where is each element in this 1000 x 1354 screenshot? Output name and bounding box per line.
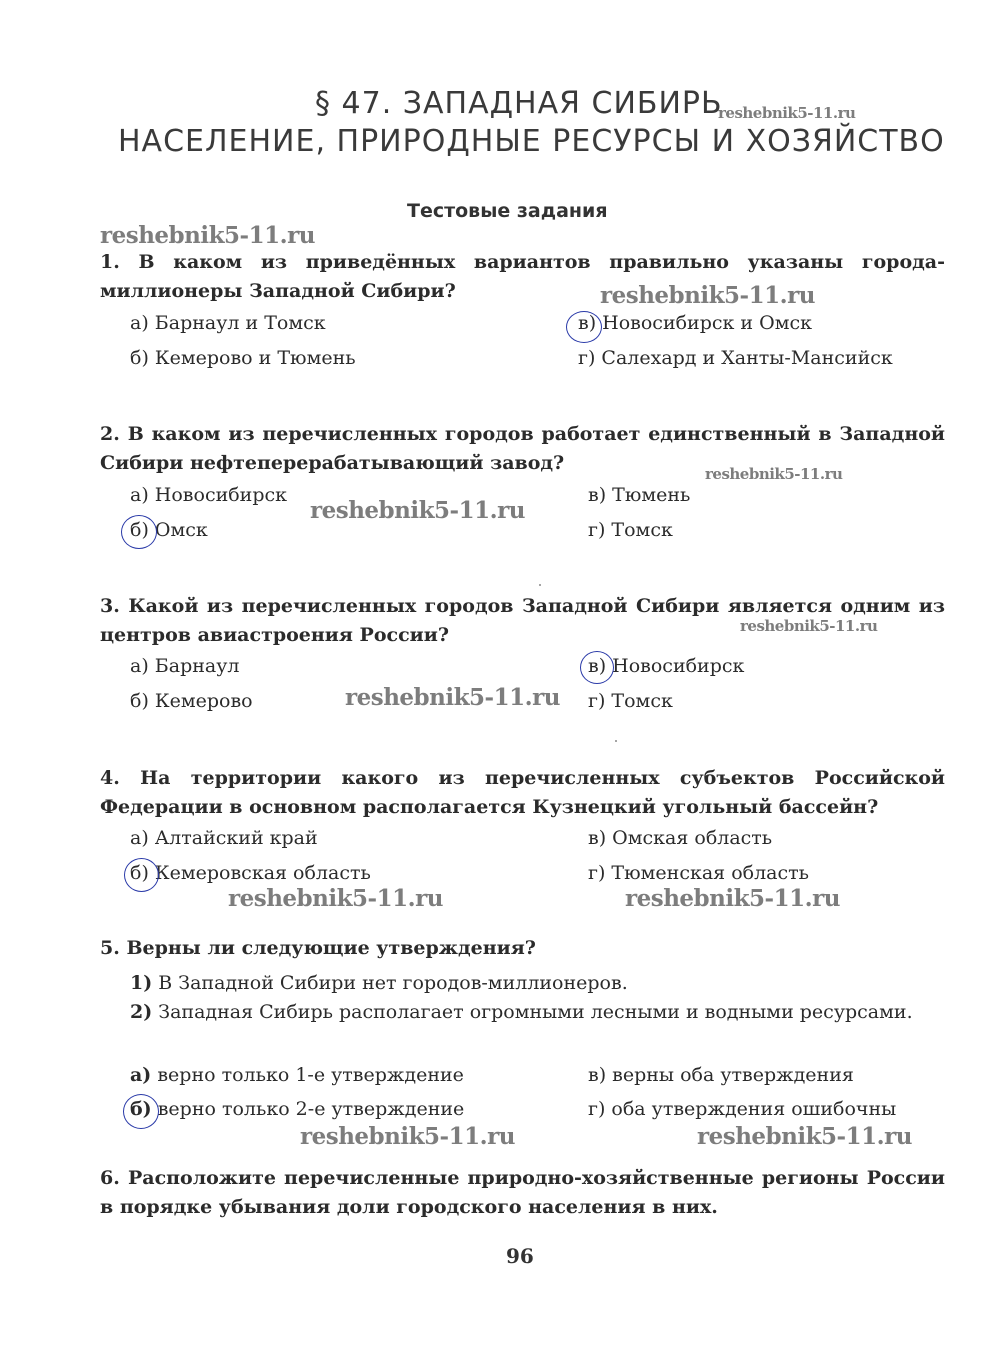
question-1 bbox=[100, 248, 945, 306]
option-b: б) Кемерово bbox=[130, 690, 253, 712]
option-c: в) Омская область bbox=[588, 827, 773, 849]
option-c: в) Новосибирск bbox=[588, 655, 745, 677]
watermark: reshebnik5-11.ru bbox=[740, 617, 878, 635]
question-6 bbox=[100, 1164, 945, 1222]
watermark: reshebnik5-11.ru bbox=[705, 465, 843, 483]
question-number: 1. bbox=[100, 251, 120, 273]
question-text: В каком из приведённых вариантов правильно указаны города-миллионеры Западной Сибири? bbox=[100, 251, 945, 302]
watermark: reshebnik5-11.ru bbox=[310, 497, 525, 524]
watermark: reshebnik5-11.ru bbox=[697, 1123, 912, 1150]
watermark: reshebnik5-11.ru bbox=[625, 885, 840, 912]
watermark: reshebnik5-11.ru bbox=[718, 104, 856, 122]
option-b: б) Кемерово и Тюмень bbox=[130, 347, 356, 369]
chapter-title-line2: НАСЕЛЕНИЕ, ПРИРОДНЫЕ РЕСУРСЫ И ХОЗЯЙСТВО bbox=[118, 124, 945, 159]
watermark: reshebnik5-11.ru bbox=[100, 222, 315, 249]
question-number: 6. bbox=[100, 1167, 120, 1189]
option-c: в) Новосибирск и Омск bbox=[578, 312, 813, 334]
statement-1: 1) В Западной Сибири нет городов-миллионеров. bbox=[130, 972, 628, 994]
option-b: б) верно только 2-е утверждение bbox=[130, 1098, 465, 1120]
watermark: reshebnik5-11.ru bbox=[300, 1123, 515, 1150]
section-heading: Тестовые задания bbox=[407, 200, 608, 222]
question-text: В каком из перечисленных городов работает единственный в Западной Сибири нефтеперерабатывающий завод? bbox=[100, 423, 945, 474]
option-d: г) Тюменская область bbox=[588, 862, 809, 884]
option-d: г) оба утверждения ошибочны bbox=[588, 1098, 897, 1120]
option-d: г) Салехард и Ханты-Мансийск bbox=[578, 347, 893, 369]
question-text: На территории какого из перечисленных субъектов Российской Федерации в основном располагается Кузнецкий угольный бассейн? bbox=[100, 767, 946, 818]
question-number: 3. bbox=[100, 595, 120, 617]
option-b: б) Омск bbox=[130, 519, 208, 541]
option-a: а) Алтайский край bbox=[130, 827, 318, 849]
option-d: г) Томск bbox=[588, 690, 673, 712]
option-b: б) Кемеровская область bbox=[130, 862, 371, 884]
watermark: reshebnik5-11.ru bbox=[600, 282, 815, 309]
watermark: reshebnik5-11.ru bbox=[228, 885, 443, 912]
option-a: а) Новосибирск bbox=[130, 484, 288, 506]
speck bbox=[539, 584, 541, 586]
question-text: Расположите перечисленные природно-хозяйственные регионы России в порядке убывания доли городского населения в них. bbox=[100, 1167, 945, 1218]
statement-2: 2) Западная Сибирь располагает огромными лесными и водными ресурсами. bbox=[130, 1001, 913, 1023]
question-number: 4. bbox=[100, 767, 120, 789]
question-5 bbox=[100, 934, 945, 963]
option-a: а) Барнаул и Томск bbox=[130, 312, 326, 334]
question-4 bbox=[100, 764, 945, 822]
option-c: в) верны оба утверждения bbox=[588, 1064, 854, 1086]
question-text: Какой из перечисленных городов Западной Сибири является одним из центров авиастроения России? bbox=[100, 595, 945, 646]
question-text: Верны ли следующие утверждения? bbox=[126, 937, 536, 959]
watermark: reshebnik5-11.ru bbox=[345, 684, 560, 711]
question-number: 5. bbox=[100, 937, 120, 959]
option-d: г) Томск bbox=[588, 519, 673, 541]
option-a: а) Барнаул bbox=[130, 655, 240, 677]
question-number: 2. bbox=[100, 423, 120, 445]
option-a: а) верно только 1-е утверждение bbox=[130, 1064, 464, 1086]
option-c: в) Тюмень bbox=[588, 484, 691, 506]
chapter-title-line1: § 47. ЗАПАДНАЯ СИБИРЬ bbox=[315, 86, 723, 121]
page-number: 96 bbox=[506, 1244, 534, 1268]
speck bbox=[615, 740, 617, 742]
